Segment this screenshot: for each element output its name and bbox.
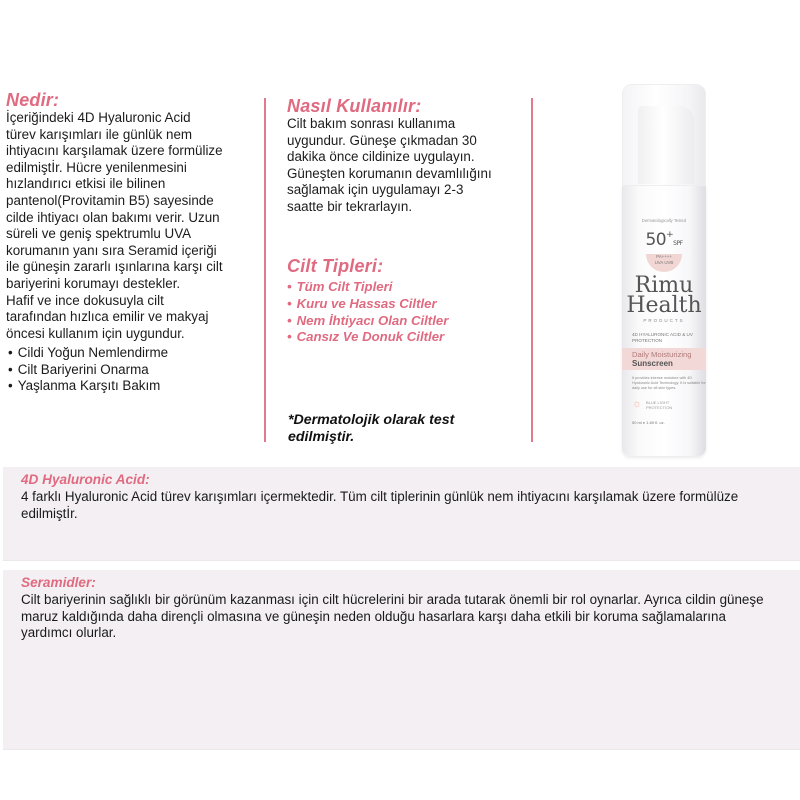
- nedir-line: cilde ihtiyacı olan bakımı verir. Uzun: [6, 209, 220, 225]
- nedir-line: süreli ve geniş spektrumlu UVA: [6, 226, 192, 242]
- info-box-heading: 4D Hyaluronic Acid:: [21, 472, 150, 487]
- nedir-line: İçeriğindeki 4D Hyaluronic Acid: [6, 110, 191, 125]
- dermatology-note: [288, 412, 454, 446]
- brand-line: Rimu: [634, 273, 694, 298]
- skin-types-heading: Cilt Tipleri:: [287, 256, 384, 276]
- benefit-item: • Cildi Yoğun Nemlendirme: [8, 345, 168, 362]
- pa-badge: [646, 254, 682, 272]
- note-line: *Dermatolojik olarak test: [288, 412, 455, 428]
- nedir-line: öncesi kullanım için uygundur.: [6, 325, 185, 341]
- skin-type-item: • Tüm Cilt Tipleri: [287, 279, 448, 296]
- nedir-line: pantenol(Provitamin B5) sayesinde: [6, 192, 214, 208]
- product-name-line2: Sunscreen: [632, 359, 673, 368]
- spf-tag: SPF: [673, 240, 683, 247]
- nedir-line: ihtiyacını karşılamak üzere formülize: [6, 143, 223, 159]
- usage-line: Güneşten korumanın devamlılığını: [287, 165, 492, 181]
- usage-heading: Nasıl Kullanılır:: [287, 96, 422, 116]
- spf-label: [622, 230, 706, 250]
- info-box-hyaluronic: [3, 467, 800, 561]
- volume-label: 50 ml e 1.69 fl. oz.: [632, 420, 665, 425]
- usage-line: sağlamak için uygulamayı 2-3: [287, 182, 464, 198]
- skin-type-item: • Cansız Ve Donuk Ciltler: [287, 329, 448, 346]
- nedir-paragraph: [6, 110, 262, 342]
- ingredients-label: 4D HYALURONIC ACID & UV PROTECTION: [632, 332, 693, 343]
- usage-line: Cilt bakım sonrası kullanıma: [287, 116, 456, 131]
- nedir-line: bariyerini korumayı destekler.: [6, 275, 181, 291]
- nedir-line: türev karışımları ile günlük nem: [6, 126, 193, 142]
- nedir-line: hızlandırıcı etkisi ile bilinen: [6, 176, 166, 192]
- sun-icon: ☼: [632, 398, 643, 410]
- column-divider-right: [531, 98, 533, 442]
- benefit-item: • Yaşlanma Karşıtı Bakım: [8, 378, 168, 395]
- nedir-line: korumanın yanı sıra Seramid içeriği: [6, 242, 217, 258]
- blue-light-label: BLUE LIGHT PROTECTION: [646, 400, 673, 410]
- note-line: edilmiştir.: [288, 429, 355, 445]
- bottle-body: [622, 186, 706, 456]
- info-box-ceramides: [3, 570, 800, 750]
- benefit-item: • Cilt Bariyerini Onarma: [8, 362, 168, 379]
- info-box-heading: Seramidler:: [21, 575, 96, 590]
- bottle-pump: [638, 106, 694, 184]
- usage-line: uygundur. Güneşe çıkmadan 30: [287, 132, 477, 148]
- skin-type-item: • Kuru ve Hassas Ciltler: [287, 296, 448, 313]
- spf-number: 50: [645, 230, 667, 250]
- product-name-band: [622, 348, 706, 370]
- tested-label: Dermatologically Tested: [641, 218, 687, 223]
- nedir-line: ile güneşin zararlı ışınlarına karşı cilt: [6, 259, 223, 275]
- product-image: [590, 70, 720, 460]
- info-box-text: 4 farklı Hyaluronic Acid türev karışımları içermektedir. Tüm cilt tiplerinin günlük nem ihtiyacını karşılamak üzere formülüze edilmiştİr.: [21, 489, 739, 521]
- skin-types-list: [287, 279, 448, 346]
- product-description: It provides intense moisture with 4D Hyaluronic Acid Technology. It is suitable for daily use for all skin types.: [632, 376, 706, 390]
- info-box-text: Cilt bariyerinin sağlıklı bir görünüm kazanması için cilt hücrelerini bir arada tutarak önemli bir rol oynarlar. Ayrıca cildin güneşe maruz kaldığında daha dirençli olmasına ve güneşin neden olduğu hasarlara karşı daha etkili bir koruma sağlamalarına yardımcı olurlar.: [21, 592, 764, 640]
- brand-logo: [622, 273, 706, 318]
- skin-type-item: • Nem İhtiyacı Olan Ciltler: [287, 313, 448, 330]
- usage-paragraph: [287, 116, 527, 216]
- uva-uvb-label: UVA UVB: [654, 260, 674, 265]
- usage-line: saatte bir tekrarlayın.: [287, 198, 413, 214]
- nedir-line: tarafından hızlıca emilir ve makyaj: [6, 309, 209, 325]
- benefits-list: [8, 345, 168, 395]
- brand-line: Health: [626, 293, 702, 318]
- pa-rating: PA++++: [656, 254, 672, 259]
- usage-line: dakika önce cildinize uygulayın.: [287, 149, 475, 165]
- spf-plus: +: [666, 230, 674, 240]
- nedir-line: Hafif ve ince dokusuyla cilt: [6, 292, 164, 308]
- nedir-heading: Nedir:: [6, 90, 60, 110]
- column-divider-left: [264, 98, 266, 442]
- brand-sub: PRODUCTS: [643, 318, 685, 323]
- product-name-line1: Daily Moisturizing: [632, 350, 692, 359]
- nedir-line: edilmiştİr. Hücre yenilenmesini: [6, 159, 187, 175]
